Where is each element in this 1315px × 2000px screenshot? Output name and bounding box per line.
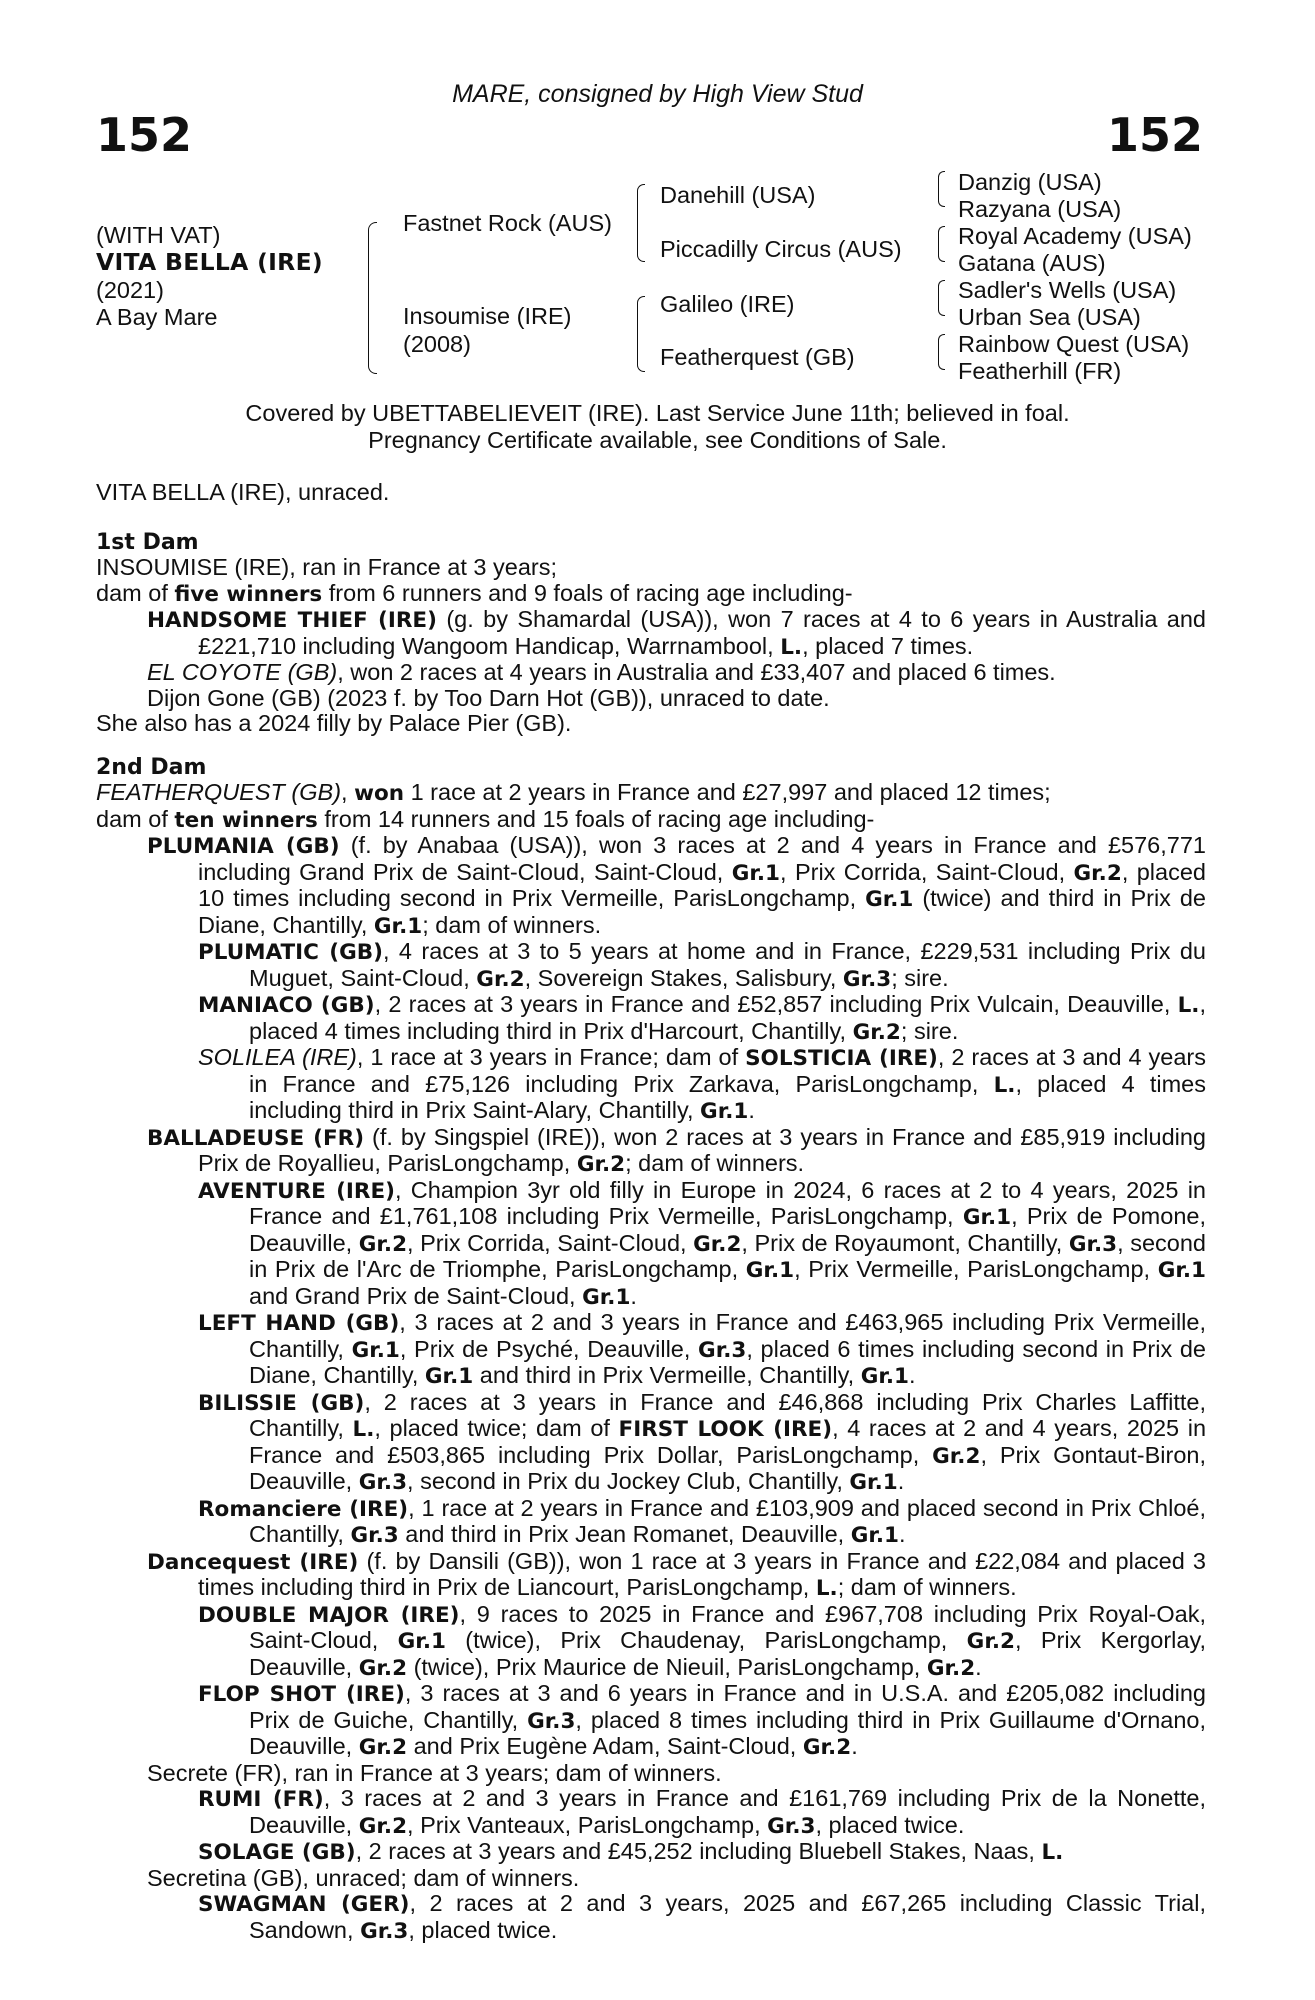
produce-entry: AVENTURE (IRE), Champion 3yr old filly in Europe in 2024, 6 races at 2 to 4 years, 2025 in France and £1,761,108 including Prix Vermeille, ParisLongchamp, Gr.1, Prix de Pomone, Deauville, Gr.2, Prix Corrida, Saint-Cloud, Gr.2, Prix de Royaumont, Chantilly, Gr.3, second in Prix de l'Arc de Triomphe, ParisLongchamp, Gr.1, Prix Vermeille, ParisLongchamp, Gr.1 and Grand Prix de Saint-Cloud, Gr.1. — [198, 1176, 1206, 1310]
produce-entry: RUMI (FR), 3 races at 2 and 3 years in France and £161,769 including Prix de la Nonette, Deauville, Gr.2, Prix Vanteaux, ParisLongchamp, Gr.3, placed twice. — [198, 1785, 1207, 1839]
produce-entry: DOUBLE MAJOR (IRE), 9 races to 2025 in France and £967,708 including Prix Royal-Oak, Saint-Cloud, Gr.1 (twice), Prix Chaudenay, ParisLongchamp, Gr.2, Prix Kergorlay, Deauville, Gr.2 (twice), Prix Maurice de Nieuil, ParisLongchamp, Gr.2. — [198, 1600, 1206, 1681]
produce-entry: HANDSOME THIEF (IRE) (g. by Shamardal (USA)), won 7 races at 4 to 6 years in Australia and £221,710 including Wangoom Handicap, Warrnambool, L., placed 7 times. — [147, 606, 1207, 660]
first-dam-produce-line: dam of five winners from 6 runners and 9 foals of racing age including- — [96, 579, 853, 607]
pedigree-brace — [938, 226, 945, 262]
pedigree-table — [0, 0, 1315, 400]
horse-description: A Bay Mare — [96, 304, 218, 330]
dam-name: Insoumise (IRE) — [403, 303, 572, 329]
produce-entry: Secretina (GB), unraced; dam of winners. — [147, 1864, 580, 1891]
pedigree-brace — [938, 334, 945, 370]
first-dam-note: She also has a 2024 filly by Palace Pier (GB). — [96, 710, 572, 736]
produce-entry: Romanciere (IRE), 1 race at 2 years in France and £103,909 and placed second in Prix Chloé, Chantilly, Gr.3 and third in Prix Jean Romanet, Deauville, Gr.1. — [198, 1494, 1206, 1548]
sire-sire-dam: Razyana (USA) — [958, 196, 1122, 222]
sire-name: Fastnet Rock (AUS) — [403, 210, 612, 236]
horse-name: VITA BELLA (IRE) — [96, 248, 323, 276]
sire-dam: Piccadilly Circus (AUS) — [660, 236, 902, 262]
produce-entry: LEFT HAND (GB), 3 races at 2 and 3 years in France and £463,965 including Prix Vermeille, Chantilly, Gr.1, Prix de Psyché, Deauville, Gr.3, placed 6 times including second in Prix de Diane, Chantilly, Gr.1 and third in Prix Vermeille, Chantilly, Gr.1. — [198, 1309, 1207, 1389]
sire-dam-sire: Royal Academy (USA) — [958, 223, 1192, 249]
dam-dam-dam: Featherhill (FR) — [958, 358, 1122, 384]
produce-entry: Dancequest (IRE) (f. by Dansili (GB)), won 1 race at 3 years in France and £22,084 and placed 3 times including third in Prix de Liancourt, ParisLongchamp, L.; dam of winners. — [147, 1547, 1206, 1601]
dam-sire-dam: Urban Sea (USA) — [958, 304, 1141, 330]
pregnancy-line: Pregnancy Certificate available, see Conditions of Sale. — [368, 427, 947, 453]
covering-line: Covered by UBETTABELIEVEIT (IRE). Last Service June 11th; believed in foal. — [245, 400, 1070, 426]
pedigree-brace — [938, 280, 945, 316]
pedigree-brace — [637, 296, 645, 372]
first-dam-line: INSOUMISE (IRE), ran in France at 3 years; — [96, 554, 557, 580]
dam-sire: Galileo (IRE) — [660, 291, 795, 317]
sire-sire: Danehill (USA) — [660, 182, 816, 208]
consignor-heading: MARE, consigned by High View Stud — [452, 80, 863, 108]
vat-label: (WITH VAT) — [96, 222, 221, 248]
pedigree-brace — [368, 222, 377, 374]
produce-entry: Dijon Gone (GB) (2023 f. by Too Darn Hot (GB)), unraced to date. — [147, 684, 830, 711]
sire-dam-dam: Gatana (AUS) — [958, 250, 1106, 276]
lot-number-left: 152 — [96, 108, 193, 162]
lot-number-right: 152 — [1106, 108, 1203, 162]
produce-entry: PLUMANIA (GB) (f. by Anabaa (USA)), won 3 races at 2 and 4 years in France and £576,771 including Grand Prix de Saint-Cloud, Saint-Cloud, Gr.1, Prix Corrida, Saint-Cloud, Gr.2, placed 10 times including second in Prix Vermeille, ParisLongchamp, Gr.1 (twice) and third in Prix de Diane, Chantilly, Gr.1; dam of winners. — [147, 832, 1206, 939]
horse-year: (2021) — [96, 277, 164, 303]
sire-sire-sire: Danzig (USA) — [958, 169, 1102, 195]
second-dam-line: FEATHERQUEST (GB), won 1 race at 2 years in France and £27,997 and placed 12 times; — [96, 779, 1051, 806]
second-dam-heading: 2nd Dam — [96, 754, 207, 780]
produce-entry: MANIACO (GB), 2 races at 3 years in France and £52,857 including Prix Vulcain, Deauville, L., placed 4 times including third in Prix d'Harcourt, Chantilly, Gr.2; sire. — [198, 991, 1206, 1045]
dam-dam-sire: Rainbow Quest (USA) — [958, 331, 1190, 357]
horse-intro: VITA BELLA (IRE), unraced. — [96, 479, 390, 505]
dam-sire-sire: Sadler's Wells (USA) — [958, 277, 1177, 303]
produce-entry: SWAGMAN (GER), 2 races at 2 and 3 years, 2025 and £67,265 including Classic Trial, Sandown, Gr.3, placed twice. — [198, 1890, 1206, 1944]
produce-entry: SOLAGE (GB), 2 races at 3 years and £45,252 including Bluebell Stakes, Naas, L. — [198, 1838, 1064, 1865]
pedigree-brace — [938, 171, 945, 207]
first-dam-heading: 1st Dam — [96, 529, 199, 555]
dam-dam: Featherquest (GB) — [660, 344, 855, 370]
second-dam-produce-line: dam of ten winners from 14 runners and 15 foals of racing age including- — [96, 805, 875, 833]
produce-entry: Secrete (FR), ran in France at 3 years; dam of winners. — [147, 1759, 722, 1786]
produce-entry: PLUMATIC (GB), 4 races at 3 to 5 years at home and in France, £229,531 including Prix du Muguet, Saint-Cloud, Gr.2, Sovereign Stakes, Salisbury, Gr.3; sire. — [198, 938, 1206, 992]
dam-year: (2008) — [403, 331, 471, 357]
produce-entry: FLOP SHOT (IRE), 3 races at 3 and 6 years in France and in U.S.A. and £205,082 including Prix de Guiche, Chantilly, Gr.3, placed 8 times including third in Prix Guillaume d'Ornano, Deauville, Gr.2 and Prix Eugène Adam, Saint-Cloud, Gr.2. — [198, 1680, 1207, 1760]
covering-note — [0, 400, 1315, 454]
produce-entry: SOLILEA (IRE), 1 race at 3 years in France; dam of SOLSTICIA (IRE), 2 races at 3 and 4 years in France and £75,126 including Prix Zarkava, ParisLongchamp, L., placed 4 times including third in Prix Saint-Alary, Chantilly, Gr.1. — [198, 1044, 1206, 1124]
produce-entry: EL COYOTE (GB), won 2 races at 4 years in Australia and £33,407 and placed 6 times. — [147, 659, 1056, 685]
produce-entry: BALLADEUSE (FR) (f. by Singspiel (IRE)), won 2 races at 3 years in France and £85,919 including Prix de Royallieu, ParisLongchamp, Gr.2; dam of winners. — [147, 1123, 1207, 1177]
produce-record — [96, 480, 1206, 1944]
produce-entry: BILISSIE (GB), 2 races at 3 years in France and £46,868 including Prix Charles Laffitte, Chantilly, L., placed twice; dam of FIRST LOOK (IRE), 4 races at 2 and 4 years, 2025 in France and £503,865 including Prix Dollar, ParisLongchamp, Gr.2, Prix Gontaut-Biron, Deauville, Gr.3, second in Prix du Jockey Club, Chantilly, Gr.1. — [198, 1388, 1207, 1495]
pedigree-brace — [637, 184, 645, 262]
